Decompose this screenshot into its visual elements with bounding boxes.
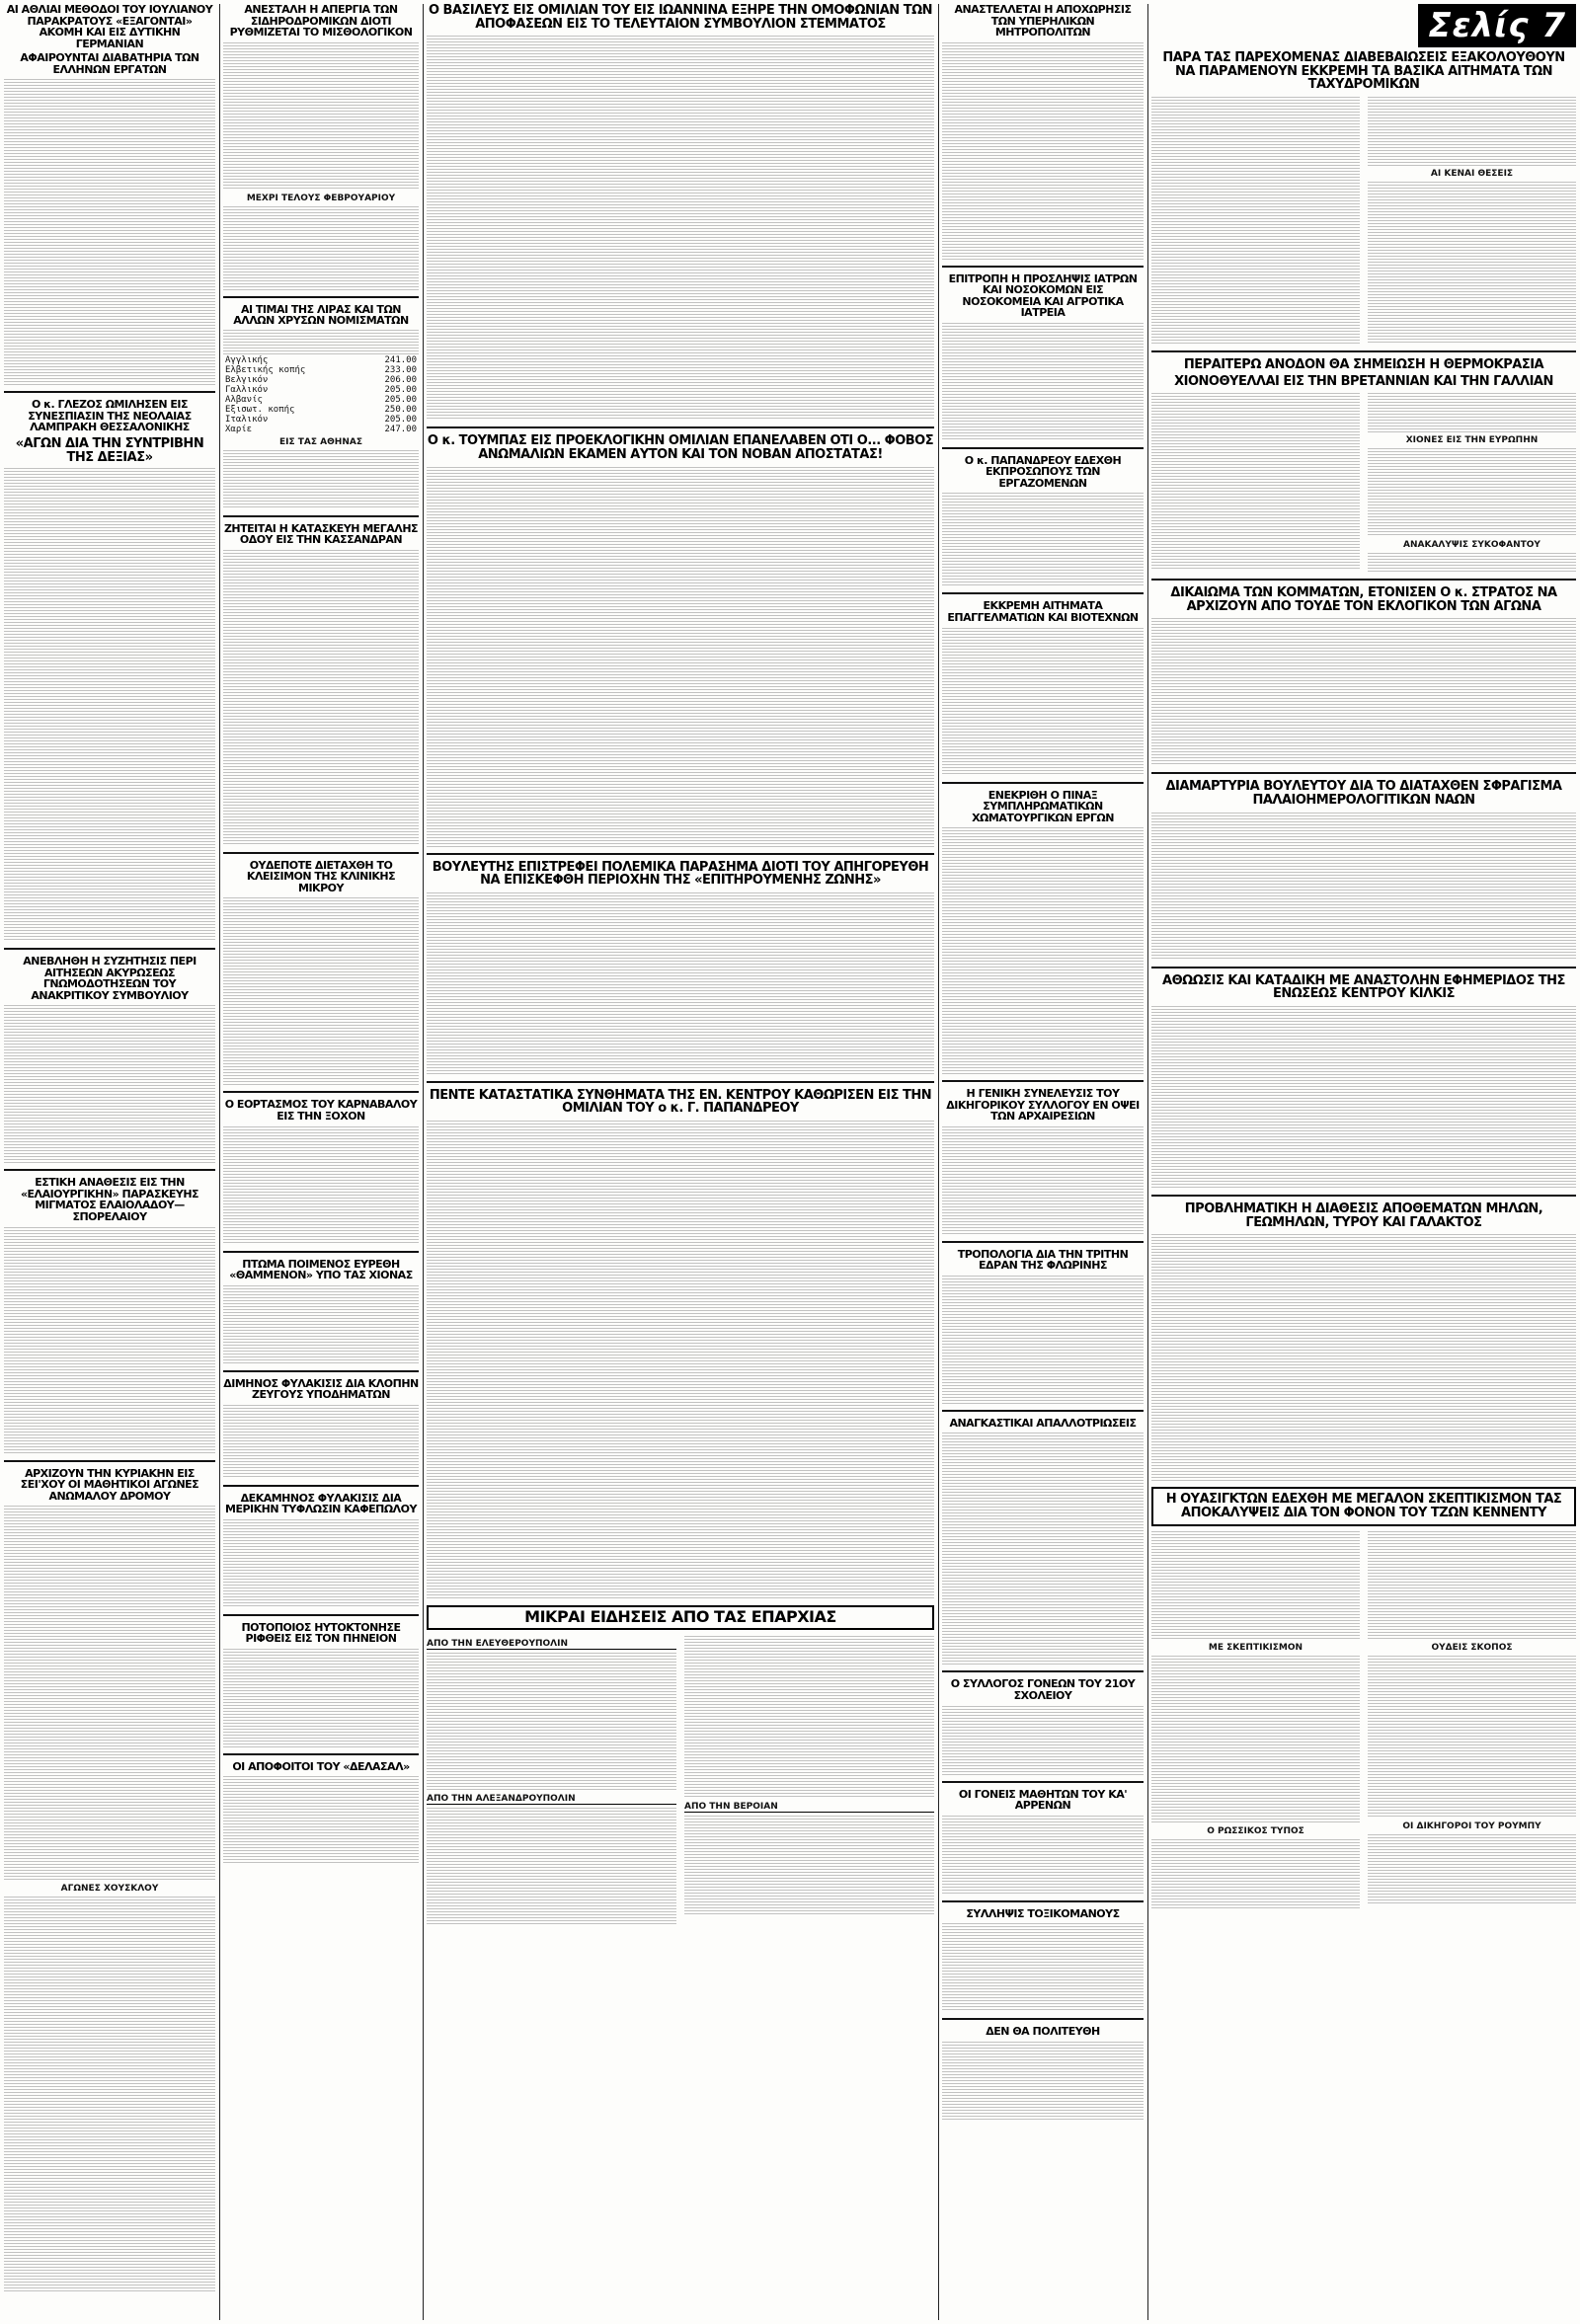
- headline: ΔΕΝ ΘΑ ΠΟΛΙΤΕΥΘΗ: [986, 2025, 1100, 2039]
- subheading: Ο ΡΩΣΣΙΚΟΣ ΤΥΠΟΣ: [1207, 1825, 1304, 1836]
- headline: ΑΦΑΙΡΟΥΝΤΑΙ ΔΙΑΒΑΤΗΡΙΑ ΤΩΝ ΕΛΛΗΝΩΝ ΕΡΓΑΤΩΝ: [20, 51, 199, 76]
- article-body: [223, 1776, 419, 1865]
- headline: ΠΡΟΒΛΗΜΑΤΙΚΗ Η ΔΙΑΘΕΣΙΣ ΑΠΟΘΕΜΑΤΩΝ ΜΗΛΩΝ, ΓΕΩΜΗΛΩΝ, ΤΥΡΟΥ ΚΑΙ ΓΑΛΑΚΤΟΣ: [1184, 1201, 1543, 1230]
- article-body: [684, 1636, 934, 1799]
- article-body: [427, 467, 934, 847]
- headline: ΑΝΑΓΚΑΣΤΙΚΑΙ ΑΠΑΛΛΟΤΡΙΩΣΕΙΣ: [949, 1416, 1137, 1430]
- headline: ΖΗΤΕΙΤΑΙ Η ΚΑΤΑΣΚΕΥΗ ΜΕΓΑΛΗΣ ΟΔΟΥ ΕΙΣ ΤΗΝ ΚΑΣΣΑΝΔΡΑΝ: [223, 521, 419, 547]
- subheading: ΕΙΣ ΤΑΣ ΑΘΗΝΑΣ: [279, 436, 362, 447]
- regional-news-grid: [427, 1636, 934, 1926]
- divider: [427, 426, 934, 428]
- rate-name: Βελγικόν: [225, 374, 269, 385]
- divider: [223, 1614, 419, 1616]
- article-body: [223, 330, 419, 355]
- divider: [1151, 967, 1576, 968]
- divider: [942, 1080, 1144, 1082]
- two-col-right: [1368, 97, 1576, 345]
- article-body: [942, 2042, 1144, 2121]
- divider: [223, 1091, 419, 1093]
- article-body: [942, 628, 1144, 776]
- article-body: [223, 1126, 419, 1245]
- rate-value: 205.00: [384, 394, 417, 405]
- divider: [427, 853, 934, 855]
- table-row: [223, 425, 419, 434]
- page-label-wrap: [1151, 4, 1576, 47]
- table-row: [223, 385, 419, 395]
- headline: ΔΕΚΑΜΗΝΟΣ ΦΥΛΑΚΙΣΙΣ ΔΙΑ ΜΕΡΙΚΗΝ ΤΥΦΛΩΣΙΝ ΚΑΦΕΠΩΛΟΥ: [225, 1491, 417, 1516]
- rate-name: Αγγλικής: [225, 354, 269, 365]
- headline: ΔΙΚΑΙΩΜΑ ΤΩΝ ΚΟΜΜΑΤΩΝ, ΕΤΟΝΙΣΕΝ Ο κ. ΣΤΡΑΤΟΣ ΝΑ ΑΡΧΙΖΟΥΝ ΑΠΟ ΤΟΥΔΕ ΤΟΝ ΕΚΛΟΓΙΚΟΝ ΤΩΝ ΑΓΩΝΑ: [1170, 585, 1557, 614]
- headline: ΑΝΕΣΤΑΛΗ Η ΑΠΕΡΓΙΑ ΤΩΝ ΣΙΔΗΡΟΔΡΟΜΙΚΩΝ ΔΙΟΤΙ ΡΥΘΜΙΖΕΤΑΙ ΤΟ ΜΙΣΘΟΛΟΓΙΚΟΝ: [229, 4, 413, 39]
- headline: Ο κ. ΓΛΕΖΟΣ ΩΜΙΛΗΣΕΝ ΕΙΣ ΣΥΝΕΣΠΙΑΣΙΝ ΤΗΣ ΝΕΟΛΑΙΑΣ ΛΑΜΠΡΑΚΗ ΘΕΣΣΑΛΟΝΙΚΗΣ: [28, 398, 192, 434]
- divider: [942, 782, 1144, 784]
- article-body: [223, 450, 419, 509]
- subheading: ΑΝΑΚΑΛΥΨΙΣ ΣΥΚΟΦΑΝΤΟΥ: [1403, 540, 1540, 551]
- headline: ΑΡΧΙΖΟΥΝ ΤΗΝ ΚΥΡΙΑΚΗΝ ΕΙΣ ΣΕΙ'ΧΟΥ ΟΙ ΜΑΘΗΤΙΚΟΙ ΑΓΩΝΕΣ ΑΝΩΜΑΛΟΥ ΔΡΟΜΟΥ: [20, 1466, 199, 1503]
- divider: [942, 592, 1144, 594]
- headline: ΕΣΤΙΚΗ ΑΝΑΘΕΣΙΣ ΕΙΣ ΤΗΝ «ΕΛΑΙΟΥΡΓΙΚΗΝ» ΠΑΡΑΣΚΕΥΗΣ ΜΙΓΜΑΤΟΣ ΕΛΑΙΟΛΑΔΟΥ—ΣΠΟΡΕΛΑΙΟΥ: [20, 1176, 199, 1224]
- divider: [1151, 1195, 1576, 1197]
- table-row: [223, 405, 419, 415]
- headline: ΑΝΑΣΤΕΛΛΕΤΑΙ Η ΑΠΟΧΩΡΗΣΙΣ ΤΩΝ ΥΠΕΡΗΛΙΚΩΝ ΜΗΤΡΟΠΟΛΙΤΩΝ: [954, 4, 1132, 39]
- divider: [942, 1781, 1144, 1783]
- article-body: [1368, 97, 1576, 166]
- divider: [942, 1900, 1144, 1902]
- headline: Ο ΣΥΛΛΟΓΟΣ ΓΟΝΕΩΝ ΤΟΥ 21ΟΥ ΣΧΟΛΕΙΟΥ: [950, 1677, 1136, 1703]
- divider: [1151, 579, 1576, 581]
- article-body: [942, 42, 1144, 260]
- article-body: [1368, 448, 1576, 537]
- rate-name: Αλβανίς: [225, 394, 263, 405]
- regional-news-banner: [427, 1605, 934, 1630]
- table-row: [223, 355, 419, 365]
- article-body: [4, 1506, 215, 1881]
- headline: ΠΟΤΟΠΟΙΟΣ ΗΥΤΟΚΤΟΝΗΣΕ ΡΙΦΘΕΙΣ ΕΙΣ ΤΟΝ ΠΗΝΕΙΟΝ: [241, 1620, 401, 1646]
- article-body: [223, 206, 419, 290]
- subheading: ΑΙ ΚΕΝΑΙ ΘΕΣΕΙΣ: [1430, 168, 1514, 179]
- article-body: [1368, 393, 1576, 432]
- table-row: [223, 365, 419, 375]
- article-body: [942, 1126, 1144, 1235]
- article-body: [427, 36, 934, 421]
- divider: [223, 852, 419, 854]
- article-body: [4, 468, 215, 942]
- article-body: [942, 493, 1144, 586]
- subheading: ΑΠΟ ΤΗΝ ΑΛΕΞΑΝΔΡΟΥΠΟΛΙΝ: [427, 1794, 676, 1805]
- article-body: [1151, 1234, 1576, 1481]
- subheading: ΑΠΟ ΤΗΝ ΕΛΕΥΘΕΡΟΥΠΟΛΙΝ: [427, 1639, 676, 1650]
- article-body: [1368, 1834, 1576, 1903]
- article-body: [223, 1405, 419, 1479]
- column-rule: [423, 4, 424, 2320]
- headline: ΑΙ ΤΙΜΑΙ ΤΗΣ ΛΙΡΑΣ ΚΑΙ ΤΩΝ ΑΛΛΩΝ ΧΡΥΣΩΝ ΝΟΜΙΣΜΑΤΩΝ: [233, 302, 409, 328]
- rate-name: Ελβετικής κοπής: [225, 364, 306, 375]
- article-body: [1151, 618, 1576, 766]
- article-body: [427, 1808, 676, 1926]
- article-body: [223, 550, 419, 846]
- subheading: ΜΕ ΣΚΕΠΤΙΚΙΣΜΟΝ: [1208, 1642, 1304, 1653]
- table-row: [223, 375, 419, 385]
- subheading: ΑΠΟ ΤΗΝ ΒΕΡΟΙΑΝ: [684, 1802, 934, 1813]
- two-col-block: [1151, 1531, 1576, 1908]
- divider: [223, 1753, 419, 1755]
- article-body: [1368, 553, 1576, 573]
- article-body: [1151, 97, 1360, 344]
- subheading: ΟΙ ΔΙΚΗΓΟΡΟΙ ΤΟΥ ΡΟΥΜΠΥ: [1402, 1820, 1541, 1831]
- divider: [4, 948, 215, 950]
- divider: [4, 1169, 215, 1171]
- regional-news-right: [684, 1636, 934, 1926]
- divider: [1151, 350, 1576, 352]
- article-body: [427, 1653, 676, 1791]
- headline: Ο κ. ΤΟΥΜΠΑΣ ΕΙΣ ΠΡΟΕΚΛΟΓΙΚΗΝ ΟΜΙΛΙΑΝ ΕΠΑΝΕΛΑΒΕΝ ΟΤΙ Ο... ΦΟΒΟΣ ΑΝΩΜΑΛΙΩΝ ΕΚΑΜΕΝ ΑΥΤΟΝ ΚΑΙ ΤΟΝ ΝΟΒΑΝ ΑΠΟΣΤΑΤΑΣ!: [427, 433, 934, 462]
- divider: [4, 391, 215, 393]
- headline: ΣΥΛΛΗΨΙΣ ΤΟΞΙΚΟΜΑΝΟΥΣ: [966, 1906, 1120, 1920]
- rate-name: Ιταλικόν: [225, 414, 269, 425]
- headline: ΠΑΡΑ ΤΑΣ ΠΑΡΕΧΟΜΕΝΑΣ ΔΙΑΒΕΒΑΙΩΣΕΙΣ ΕΞΑΚΟΛΟΥΘΟΥΝ ΝΑ ΠΑΡΑΜΕΝΟΥΝ ΕΚΚΡΕΜΗ ΤΑ ΒΑΣΙΚΑ ΑΙΤΗΜΑΤΑ ΤΩΝ ΤΑΧΥΔΡΟΜΙΚΩΝ: [1162, 50, 1565, 93]
- divider: [1151, 772, 1576, 774]
- rate-value: 250.00: [384, 404, 417, 415]
- article-body: [4, 1005, 215, 1163]
- article-body: [223, 1649, 419, 1747]
- headline: Ο κ. ΠΑΠΑΝΔΡΕΟΥ ΕΔΕΧΘΗ ΕΚΠΡΟΣΩΠΟΥΣ ΤΩΝ ΕΡΓΑΖΟΜΕΝΩΝ: [964, 453, 1122, 490]
- article-body: [223, 1285, 419, 1364]
- column-5: [942, 4, 1144, 2320]
- divider: [427, 1081, 934, 1083]
- rate-name: Εξισωτ. κοπής: [225, 404, 295, 415]
- two-col-block: [1151, 97, 1576, 345]
- column-6-7: [1151, 4, 1576, 2320]
- article-body: [4, 1897, 215, 2291]
- two-col-block: [1151, 393, 1576, 573]
- article-body: [1151, 1656, 1360, 1823]
- rate-value: 233.00: [384, 364, 417, 375]
- article-body: [4, 1227, 215, 1454]
- divider: [223, 1251, 419, 1253]
- headline: ΑΙ ΑΘΛΙΑΙ ΜΕΘΟΔΟΙ ΤΟΥ ΙΟΥΛΙΑΝΟΥ ΠΑΡΑΚΡΑΤΟΥΣ «ΕΞΑΓΟΝΤΑΙ» ΑΚΟΜΗ ΚΑΙ ΕΙΣ ΔΥΤΙΚΗΝ ΓΕΡΜΑΝΙΑΝ: [6, 4, 213, 50]
- table-row: [223, 415, 419, 425]
- article-body: [427, 1121, 934, 1599]
- article-body: [1151, 813, 1576, 961]
- divider: [942, 1241, 1144, 1243]
- subheading: ΧΙΟΝΕΣ ΕΙΣ ΤΗΝ ΕΥΡΩΠΗΝ: [1405, 435, 1539, 446]
- article-body: [1151, 393, 1360, 571]
- headline: Η ΟΥΑΣΙΓΚΤΩΝ ΕΔΕΧΘΗ ΜΕ ΜΕΓΑΛΟΝ ΣΚΕΠΤΙΚΙΣΜΟΝ ΤΑΣ ΑΠΟΚΑΛΥΨΕΙΣ ΔΙΑ ΤΟΝ ΦΟΝΟΝ ΤΟΥ ΤΖΩΝ ΚΕΝΝΕΝΤΥ: [1165, 1492, 1562, 1520]
- divider: [223, 515, 419, 517]
- divider: [942, 1670, 1144, 1672]
- article-body: [942, 1276, 1144, 1404]
- rate-value: 241.00: [384, 354, 417, 365]
- column-rule: [938, 4, 939, 2320]
- boxed-article: [1151, 1487, 1576, 1525]
- column-3-4: [427, 4, 934, 2320]
- divider: [223, 1370, 419, 1372]
- headline: ΒΟΥΛΕΥΤΗΣ ΕΠΙΣΤΡΕΦΕΙ ΠΟΛΕΜΙΚΑ ΠΑΡΑΣΗΜΑ ΔΙΟΤΙ ΤΟΥ ΑΠΗΓΟΡΕΥΘΗ ΝΑ ΕΠΙΣΚΕΦΘΗ ΠΕΡΙΟΧΗΝ ΤΗΣ «ΕΠΙΤΗΡΟΥΜΕΝΗΣ ΖΩΝΗΣ»: [432, 859, 929, 889]
- article-body: [942, 1706, 1144, 1775]
- headline: Ο ΕΟΡΤΑΣΜΟΣ ΤΟΥ ΚΑΡΝΑΒΑΛΟΥ ΕΙΣ ΤΗΝ ΞΟΧΟΝ: [224, 1098, 418, 1123]
- rate-value: 205.00: [384, 384, 417, 395]
- article-body: [223, 42, 419, 191]
- article-body: [1151, 1531, 1360, 1640]
- column-rule: [219, 4, 220, 2320]
- divider: [942, 447, 1144, 449]
- headline: ΠΤΩΜΑ ΠΟΙΜΕΝΟΣ ΕΥΡΕΘΗ «ΘΑΜΜΕΝΟΝ» ΥΠΟ ΤΑΣ ΧΙΟΝΑΣ: [229, 1257, 413, 1282]
- divider: [223, 296, 419, 298]
- article-body: [223, 897, 419, 1085]
- subheading: ΟΥΔΕΙΣ ΣΚΟΠΟΣ: [1431, 1642, 1513, 1653]
- article-body: [1151, 1839, 1360, 1908]
- rate-value: 206.00: [384, 374, 417, 385]
- article-body: [942, 1923, 1144, 2012]
- headline: «ΑΓΩΝ ΔΙΑ ΤΗΝ ΣΥΝΤΡΙΒΗΝ ΤΗΣ ΔΕΞΙΑΣ»: [15, 435, 204, 465]
- divider: [942, 2018, 1144, 2020]
- article-body: [4, 79, 215, 385]
- article-body: [1368, 1656, 1576, 1819]
- article-body: [223, 1519, 419, 1608]
- page-number-label: Σελίς 7: [1418, 4, 1576, 47]
- headline: ΕΚΚΡΕΜΗ ΑΙΤΗΜΑΤΑ ΕΠΑΓΓΕΛΜΑΤΙΩΝ ΚΑΙ ΒΙΟΤΕΧΝΩΝ: [947, 599, 1139, 625]
- rate-value: 205.00: [384, 414, 417, 425]
- headline: ΠΕΡΑΙΤΕΡΩ ΑΝΟΔΟΝ ΘΑ ΣΗΜΕΙΩΣΗ Η ΘΕΡΜΟΚΡΑΣΙΑ: [1183, 356, 1544, 372]
- table-row: [223, 395, 419, 405]
- two-col-right: [1368, 1531, 1576, 1908]
- headline: ΧΙΟΝΟΘΥΕΛΛΑΙ ΕΙΣ ΤΗΝ ΒΡΕΤΑΝΝΙΑΝ ΚΑΙ ΤΗΝ ΓΑΛΛΙΑΝ: [1174, 373, 1553, 389]
- headline: ΕΠΙΤΡΟΠΗ Η ΠΡΟΣΛΗΨΙΣ ΙΑΤΡΩΝ ΚΑΙ ΝΟΣΟΚΟΜΩΝ ΕΙΣ ΝΟΣΟΚΟΜΕΙΑ ΚΑΙ ΑΓΡΟΤΙΚΑ ΙΑΤΡΕΙΑ: [948, 271, 1138, 320]
- two-col-right: [1368, 393, 1576, 573]
- article-body: [1151, 1006, 1576, 1189]
- two-col-left: [1151, 1531, 1360, 1908]
- subheading: ΜΕΧΡΙ ΤΕΛΟΥΣ ΦΕΒΡΟΥΑΡΙΟΥ: [246, 193, 396, 203]
- section-title: ΜΙΚΡΑΙ ΕΙΔΗΣΕΙΣ ΑΠΟ ΤΑΣ ΕΠΑΡΧΙΑΣ: [524, 1607, 836, 1627]
- headline: ΑΘΩΩΣΙΣ ΚΑΙ ΚΑΤΑΔΙΚΗ ΜΕ ΑΝΑΣΤΟΛΗΝ ΕΦΗΜΕΡΙΔΟΣ ΤΗΣ ΕΝΩΣΕΩΣ ΚΕΝΤΡΟΥ ΚΙΛΚΙΣ: [1162, 972, 1565, 1002]
- article-body: [684, 1816, 934, 1914]
- headline: ΤΡΟΠΟΛΟΓΙΑ ΔΙΑ ΤΗΝ ΤΡΙΤΗΝ ΕΔΡΑΝ ΤΗΣ ΦΛΩΡΙΝΗΣ: [957, 1247, 1129, 1273]
- article-body: [1368, 182, 1576, 345]
- divider: [223, 1485, 419, 1487]
- headline: Ο ΒΑΣΙΛΕΥΣ ΕΙΣ ΟΜΙΛΙΑΝ ΤΟΥ ΕΙΣ ΙΩΑΝΝΙΝΑ ΕΞΗΡΕ ΤΗΝ ΟΜΟΦΩΝΙΑΝ ΤΩΝ ΑΠΟΦΑΣΕΩΝ ΕΙΣ ΤΟ ΤΕΛΕΥΤΑΙΟΝ ΣΥΜΒΟΥΛΙΟΝ ΣΤΕΜΜΑΤΟΣ: [428, 4, 933, 32]
- headline: ΟΥΔΕΠΟΤΕ ΔΙΕΤΑΧΘΗ ΤΟ ΚΛΕΙΣΙΜΟΝ ΤΗΣ ΚΛΙΝΙΚΗΣ ΜΙΚΡΟΥ: [246, 858, 396, 894]
- article-body: [942, 1433, 1144, 1665]
- divider: [4, 1460, 215, 1462]
- headline: Η ΓΕΝΙΚΗ ΣΥΝΕΛΕΥΣΙΣ ΤΟΥ ΔΙΚΗΓΟΡΙΚΟΥ ΣΥΛΛΟΓΟΥ ΕΝ ΟΨΕΙ ΤΩΝ ΑΡΧΑΙΡΕΣΙΩΝ: [946, 1087, 1140, 1123]
- article-body: [942, 323, 1144, 441]
- divider: [942, 1410, 1144, 1412]
- column-2: [223, 4, 419, 2320]
- column-1: [4, 4, 215, 2320]
- gold-coin-rates-table: [223, 355, 419, 434]
- article-body: [942, 827, 1144, 1074]
- divider: [942, 266, 1144, 268]
- article-body: [1368, 1531, 1576, 1640]
- rate-name: Χαρίε: [225, 424, 253, 434]
- subheading: ΑΓΩΝΕΣ ΧΟΥΣΚΛΟΥ: [60, 1884, 159, 1895]
- headline: ΔΙΑΜΑΡΤΥΡΙΑ ΒΟΥΛΕΥΤΟΥ ΔΙΑ ΤΟ ΔΙΑΤΑΧΘΕΝ ΣΦΡΑΓΙΣΜΑ ΠΑΛΑΙΟΗΜΕΡΟΛΟΓΙΤΙΚΩΝ ΝΑΩΝ: [1165, 779, 1562, 809]
- article-body: [942, 1816, 1144, 1895]
- rate-value: 247.00: [384, 424, 417, 434]
- headline: ΟΙ ΓΟΝΕΙΣ ΜΑΘΗΤΩΝ ΤΟΥ ΚΑ' ΑΡΡΕΝΩΝ: [958, 1787, 1128, 1813]
- column-rule: [1147, 4, 1148, 2320]
- headline: ΔΙΜΗΝΟΣ ΦΥΛΑΚΙΣΙΣ ΔΙΑ ΚΛΟΠΗΝ ΖΕΥΓΟΥΣ ΥΠΟΔΗΜΑΤΩΝ: [223, 1376, 419, 1402]
- headline: ΠΕΝΤΕ ΚΑΤΑΣΤΑΤΙΚΑ ΣΥΝΘΗΜΑΤΑ ΤΗΣ ΕΝ. ΚΕΝΤΡΟΥ ΚΑΘΩΡΙΣΕΝ ΕΙΣ ΤΗΝ ΟΜΙΛΙΑΝ ΤΟΥ ο κ. Γ. ΠΑΠΑΝΔΡΕΟΥ: [429, 1087, 932, 1117]
- headline: ΟΙ ΑΠΟΦΟΙΤΟΙ ΤΟΥ «ΔΕΛΑΣΑΛ»: [232, 1759, 410, 1773]
- regional-news-left: [427, 1636, 676, 1926]
- rate-name: Γαλλικόν: [225, 384, 269, 395]
- headline: ΕΝΕΚΡΙΘΗ Ο ΠΙΝΑΞ ΣΥΜΠΛΗΡΩΜΑΤΙΚΩΝ ΧΩΜΑΤΟΥΡΓΙΚΩΝ ΕΡΓΩΝ: [972, 788, 1114, 824]
- article-body: [427, 892, 934, 1075]
- headline: ΑΝΕΒΛΗΘΗ Η ΣΥΖΗΤΗΣΙΣ ΠΕΡΙ ΑΙΤΗΣΕΩΝ ΑΚΥΡΩΣΕΩΣ ΓΝΩΜΟΔΟΤΗΣΕΩΝ ΤΟΥ ΑΝΑΚΡΙΤΙΚΟΥ ΣΥΜΒΟΥΛΙΟΥ: [23, 955, 197, 1002]
